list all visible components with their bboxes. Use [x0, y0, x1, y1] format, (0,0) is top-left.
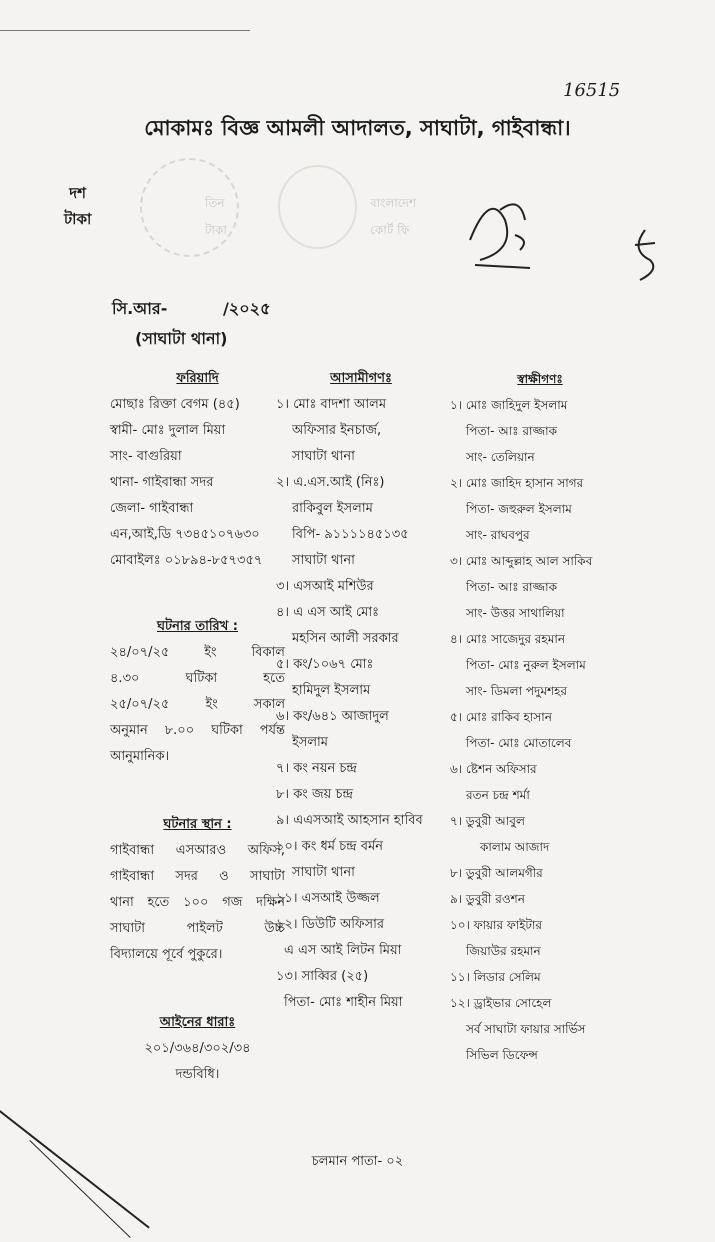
accused-line: ৮। কং জয় চন্দ্র	[276, 787, 353, 802]
witness-line: ৭। ডুবুরী আবুল	[450, 814, 525, 828]
witness-section	[450, 366, 630, 1068]
incident-place-line: সাঘাটা পাইলট উচ্চ	[110, 921, 285, 936]
incident-date-line: আনুমানিক।	[110, 749, 170, 764]
accused-line: ৪। এ এস আই মোঃ	[276, 605, 380, 620]
stamp-emblem	[278, 165, 357, 249]
page-continuation: চলমান পাতা- ০২	[311, 1154, 404, 1169]
witness-heading: স্বাক্ষীগণঃ	[517, 372, 563, 386]
complainant-section	[110, 366, 285, 574]
witness-line: পিতা- আঃ রাজ্জাক	[466, 424, 557, 438]
incident-place-line: থানা হতে ১০০ গজ দক্ষিন	[110, 895, 285, 910]
witness-line: ১০। ফায়ার ফাইটার	[450, 918, 543, 932]
police-station: (সাঘাটা থানা)	[135, 329, 228, 348]
stamp-faint-2: টাকা	[205, 223, 227, 237]
stamp-faint-4: কোর্ট ফি	[370, 223, 410, 237]
complainant-line: মোবাইলঃ ০১৮৯৪-৮৫৭৩৫৭	[110, 553, 263, 568]
accused-line: বিপি- ৯১১১১৪৫১৩৫	[292, 527, 409, 542]
complainant-line: থানা- গাইবান্ধা সদর	[110, 475, 214, 490]
accused-heading: আসামীগণঃ	[330, 371, 392, 386]
witness-line: সাং- রাঘবপুর	[466, 528, 530, 542]
witness-line: ৮। ডুবুরী আলমগীর	[450, 866, 543, 880]
witness-line: সাং- উত্তর সাথালিয়া	[466, 606, 565, 620]
incident-place-line: বিদ্যালয়ে পূর্বে পুকুরে।	[110, 947, 223, 962]
law-line: দন্ডবিধি।	[175, 1067, 220, 1082]
accused-line: ২। এ.এস.আই (নিঃ)	[276, 475, 385, 490]
accused-section	[276, 366, 446, 1016]
incident-date-heading: ঘটনার তারিখ :	[157, 619, 238, 634]
witness-line: রতন চন্দ্র শর্মা	[466, 788, 530, 802]
law-heading: আইনের ধারাঃ	[159, 1015, 236, 1030]
accused-line: অফিসার ইনচার্জ,	[292, 423, 382, 438]
incident-place-section	[110, 812, 285, 968]
incident-date-line: ৪.৩০ ঘটিকা হতে	[110, 671, 285, 686]
accused-line: ১০। কং ধর্ম চন্দ্র বর্মন	[276, 839, 384, 854]
incident-place-line: গাইবান্ধা এসআরও অফিস,	[110, 843, 285, 858]
witness-line: ১২। ড্রাইভার সোহেল	[450, 996, 552, 1010]
witness-line: জিয়াউর রহমান	[466, 944, 541, 958]
witness-line: ৩। মোঃ আব্দুল্লাহ আল সাকিব	[450, 554, 593, 568]
accused-line: সাঘাটা থানা	[292, 449, 355, 464]
complainant-line: মোছাঃ রিক্তা বেগম (৪৫)	[110, 397, 240, 412]
accused-line: ৩। এসআই মশিউর	[276, 579, 374, 594]
witness-line: ৫। মোঃ রাকিব হাসান	[450, 710, 552, 724]
witness-line: ৯। ডুবুরী রওশন	[450, 892, 525, 906]
complainant-line: স্বামী- মোঃ দুলাল মিয়া	[110, 423, 226, 438]
accused-line: ৬। কং/৬৪১ আজাদুল	[276, 709, 389, 724]
stamp-faint-3: বাংলাদেশ	[370, 196, 416, 210]
accused-line: ৯। এএসআই আহসান হাবিব	[276, 813, 423, 828]
complainant-heading: ফরিয়াদি	[176, 371, 219, 386]
witness-line: ৪। মোঃ সাজেদুর রহমান	[450, 632, 566, 646]
incident-place-line: গাইবান্ধা সদর ও সাঘাটা	[110, 869, 285, 884]
serial-number: 16515	[563, 80, 621, 101]
initials-mark	[625, 225, 665, 285]
incident-date-line: ২৫/০৭/২৫ ইং সকাল	[110, 697, 285, 712]
accused-line: ১২। ডিউটি অফিসার	[276, 917, 385, 932]
stamp-value-line2: টাকা	[64, 210, 92, 228]
stamp-faint-1: তিন	[205, 196, 225, 210]
accused-line: রাকিবুল ইসলাম	[292, 501, 373, 516]
witness-line: পিতা- জহুরুল ইসলাম	[466, 502, 572, 516]
accused-line: ৫। কং/১০৬৭ মোঃ	[276, 657, 374, 672]
accused-line: এ এস আই লিটন মিয়া	[284, 943, 402, 958]
law-section	[110, 1010, 285, 1088]
complainant-line: সাং- বাগুরিয়া	[110, 449, 182, 464]
incident-date-section	[110, 614, 285, 770]
accused-line: হামিদুল ইসলাম	[292, 683, 371, 698]
witness-line: ২। মোঃ জাহিদ হাসান সাগর	[450, 476, 584, 490]
witness-line: সিভিল ডিফেন্স	[466, 1048, 538, 1062]
witness-line: কালাম আজাদ	[480, 840, 550, 854]
accused-line: মহসিন আলী সরকার	[292, 631, 399, 646]
signature	[460, 180, 540, 275]
witness-line: ৬। ষ্টেশন অফিসার	[450, 762, 537, 776]
witness-line: পিতা- আঃ রাজ্জাক	[466, 580, 557, 594]
incident-date-line: অনুমান ৮.০০ ঘটিকা পর্যন্ত	[110, 723, 285, 738]
accused-line: ইসলাম	[292, 735, 329, 750]
case-number: সি.আর- /২০২৫	[112, 299, 271, 318]
witness-line: ১। মোঃ জাহিদুল ইসলাম	[450, 398, 568, 412]
court-title: মোকামঃ বিজ্ঞ আমলী আদালত, সাঘাটা, গাইবান্ধা।	[144, 116, 571, 140]
accused-line: ১১। এসআই উজ্জল	[276, 891, 380, 906]
witness-line: পিতা- মোঃ নুরুল ইসলাম	[466, 658, 586, 672]
accused-line: ১। মোঃ বাদশা আলম	[276, 397, 387, 412]
top-edge-line	[0, 30, 250, 31]
accused-line: পিতা- মোঃ শাহীন মিয়া	[284, 995, 403, 1010]
witness-line: ১১। লিডার সেলিম	[450, 970, 541, 984]
incident-place-heading: ঘটনার স্থান :	[163, 817, 232, 832]
accused-line: সাঘাটা থানা	[292, 553, 355, 568]
witness-line: পিতা- মোঃ মোতালেব	[466, 736, 572, 750]
complainant-line: এন,আই,ডি ৭৩৪৫১০৭৬৩০	[110, 527, 260, 542]
stamp-value-line1: দশ	[69, 184, 87, 202]
witness-line: সাং- তেলিয়ান	[466, 450, 535, 464]
complainant-line: জেলা- গাইবান্ধা	[110, 501, 194, 516]
witness-line: সাং- ডিমলা পদুমশহর	[466, 684, 567, 698]
law-line: ২০১/৩৬৪/৩০২/৩৪	[144, 1041, 251, 1056]
accused-line: ৭। কং নয়ন চন্দ্র	[276, 761, 357, 776]
incident-date-line: ২৪/০৭/২৫ ইং বিকাল	[110, 645, 285, 660]
accused-line: সাঘাটা থানা	[292, 865, 355, 880]
witness-line: সর্ব সাঘাটা ফায়ার সার্ভিস	[466, 1022, 586, 1036]
stamp-value	[64, 180, 91, 232]
accused-line: ১৩। সাব্বির (২৫)	[276, 969, 369, 984]
